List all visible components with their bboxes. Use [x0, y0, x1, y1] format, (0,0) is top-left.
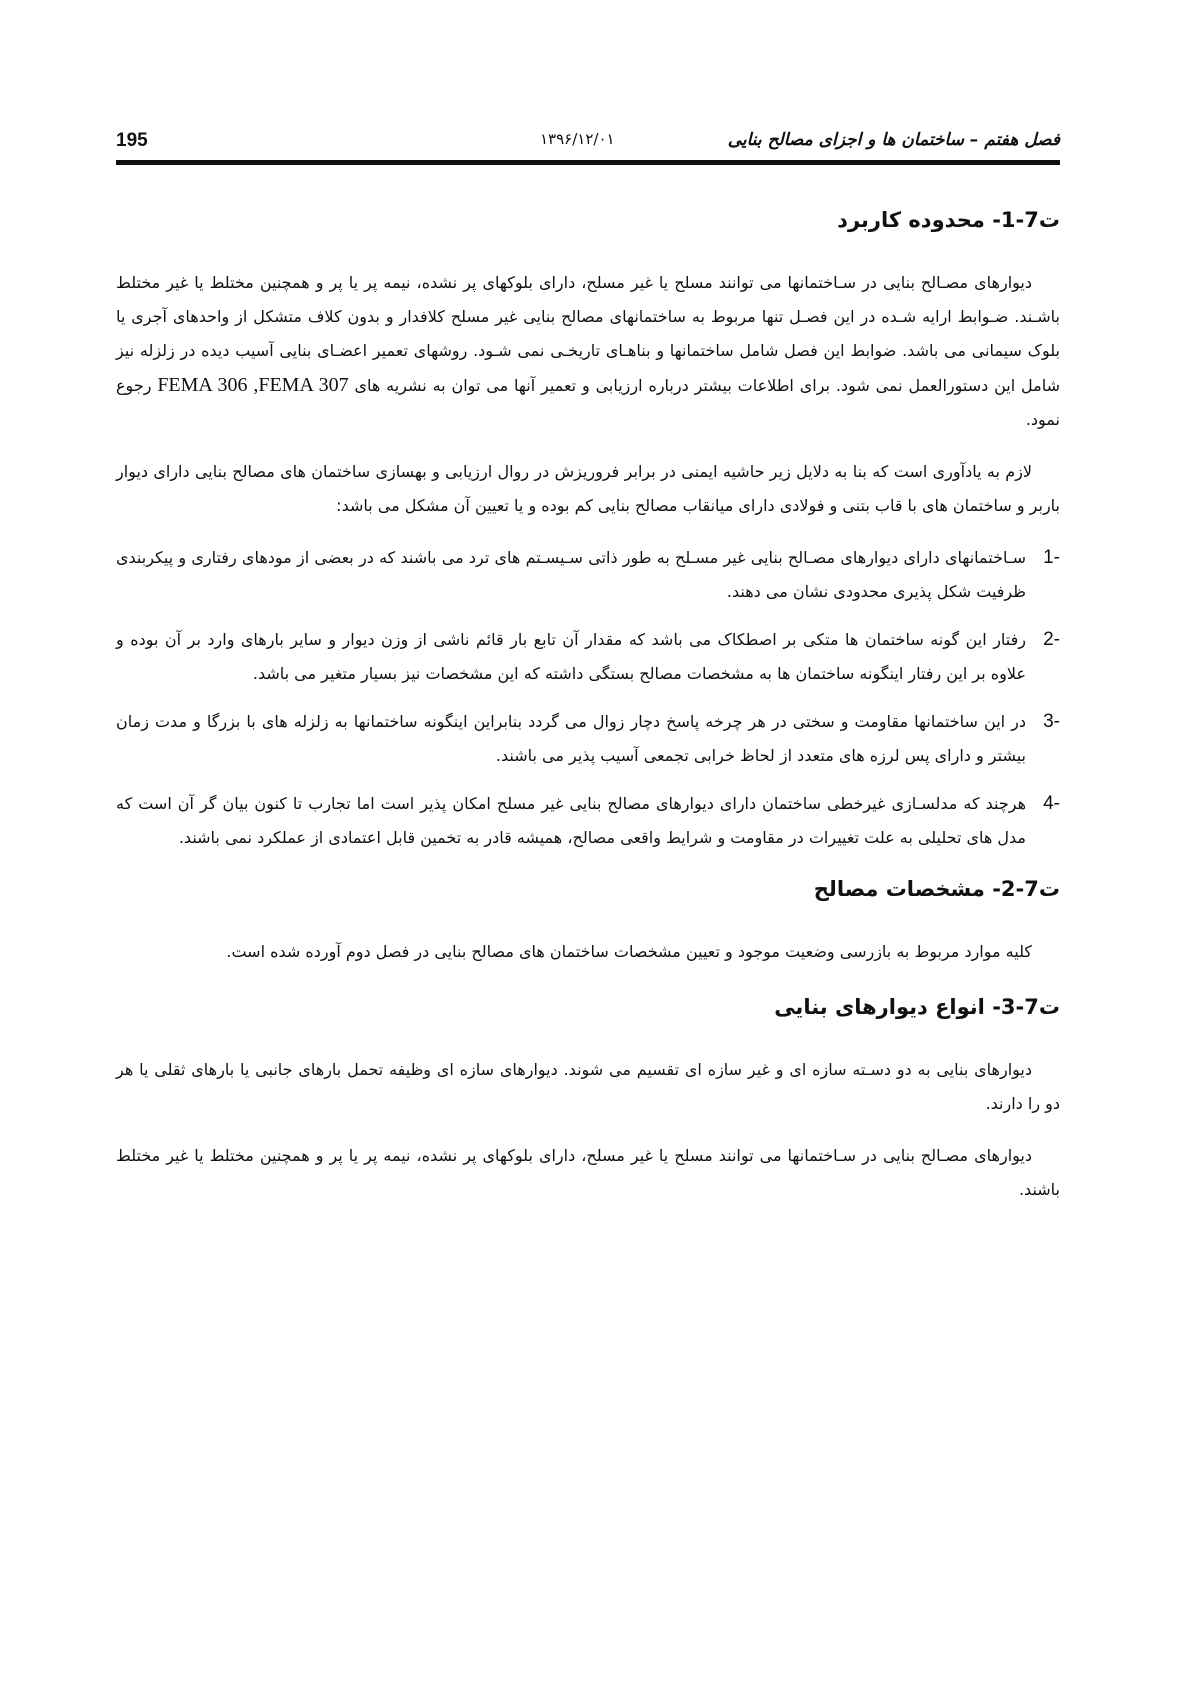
- section-material-properties: [116, 869, 1060, 969]
- section-heading: ت7-3- انواع دیوارهای بنایی: [774, 995, 1060, 1019]
- list-item-number: 3-: [1043, 711, 1060, 732]
- paragraph: لازم به یادآوری است که بنا به دلایل زیر حاشیه ایمنی در برابر فروریزش در روال ارزیابی و بهسازی ساختمان های مصالح بنایی دارای دیوار باربر و ساختمان های با قاب بتنی و فولادی دارای میانقاب مصالح بنایی کم بوده و یا تعیین آن مشکل می باشد:: [116, 462, 1060, 515]
- list-item: [116, 705, 1060, 773]
- list-item: [116, 787, 1060, 855]
- page-header: [116, 128, 1060, 164]
- paragraph: [116, 266, 1060, 437]
- section-heading: ت7-1- محدوده کاربرد: [837, 208, 1060, 232]
- list-item: [116, 541, 1060, 609]
- list-item: [116, 623, 1060, 691]
- page-number: 195: [116, 130, 148, 151]
- list-item-number: 1-: [1043, 547, 1060, 568]
- section-scope: [116, 200, 1060, 855]
- list-item-text: رفتار این گونه ساختمان ها متکی بر اصطکاک می باشد که مقدار آن تابع بار قائم ناشی از وزن دیوار و سایر بارهای وارد بر آن بوده و علاوه بر این رفتار اینگونه ساختمان ها به مشخصات مصالح بستگی داشته که این مشخصات نیز بسیار متغیر می باشد.: [116, 630, 1026, 683]
- list-item-number: 2-: [1043, 629, 1060, 650]
- list-item-number: 4-: [1043, 793, 1060, 814]
- section-wall-types: [116, 987, 1060, 1207]
- page-content: [116, 200, 1060, 1225]
- paragraph: دیوارهای بنایی به دو دسـته سازه ای و غیر سازه ای تقسیم می شوند. دیوارهای سازه ای وظیفه تحمل بارهای جانبی یا بارهای ثقلی یا هر دو را دارند.: [116, 1060, 1060, 1113]
- list-item-text: هرچند که مدلسـازی غیرخطی ساختمان دارای دیوارهای مصالح بنایی غیر مسلح امکان پذیر است اما تجارب تا کنون بیان گر آن است که مدل های تحلیلی به علت تغییرات در مقاومت و شرایط واقعی مصالح، همیشه قادر به تخمین قابل اعتمادی از عملکرد نمی باشند.: [116, 794, 1026, 847]
- header-divider: [116, 160, 1060, 165]
- paragraph: کلیه موارد مربوط به بازرسی وضعیت موجود و تعیین مشخصات ساختمان های مصالح بنایی در فصل دوم آورده شده است.: [226, 942, 1032, 961]
- chapter-title: فصل هفتم – ساختمان ها و اجزای مصالح بنایی: [727, 130, 1060, 150]
- list-item-text: در این ساختمانها مقاومت و سختی در هر چرخه پاسخ دچار زوال می گردد بنابراین اینگونه ساختمانها به زلزله های با بزرگا و مدت زمان بیشتر و دارای پس لرزه های متعدد از لحاظ خرابی تجمعی آسیب پذیر می باشند.: [116, 712, 1026, 765]
- header-date: ۱۳۹۶/۱۲/۰۱: [540, 130, 615, 148]
- paragraph: دیوارهای مصـالح بنایی در سـاختمانها می توانند مسلح یا غیر مسلح، دارای بلوکهای پر نشده، نیمه پر یا پر و همچنین مختلط یا غیر مختلط باشند.: [116, 1146, 1060, 1199]
- numbered-list: [116, 541, 1060, 855]
- fema-references: FEMA 306 ,FEMA 307: [157, 374, 349, 396]
- paragraph-text: دیوارهای مصـالح بنایی در سـاختمانها می توانند مسلح یا غیر مسلح، دارای بلوکهای پر نشده، نیمه پر یا پر و همچنین مختلط یا غیر مختلط باشـند. ضـوابط ارایه شـده در این فصـل تنها مربوط به ساختمانهای مصالح بنایی غیر مسلح کلافدار و بدون کلاف متشکل از واحدهای آجری یا بلوک سیمانی می باشد. ضوابط این فصل شامل ساختمانها و بناهـای تاریخـی نمی شـود. روشهای تعمیر اعضـای بنایی آسیب دیده در زلزله نیز شامل این دستورالعمل نمی شود. برای اطلاعات بیشتر درباره ارزیابی و تعمیر آنها می توان به نشریه های: [116, 273, 1061, 395]
- paragraph-text: رجوع نمود.: [116, 376, 1060, 429]
- section-heading: ت7-2- مشخصات مصالح: [813, 877, 1060, 901]
- list-item-text: سـاختمانهای دارای دیوارهای مصـالح بنایی غیر مسـلح به طور ذاتی سـیسـتم های ترد می باشند که در بعضی از مودهای رفتاری و پیکربندی ظرفیت شکل پذیری محدودی نشان می دهند.: [116, 548, 1026, 601]
